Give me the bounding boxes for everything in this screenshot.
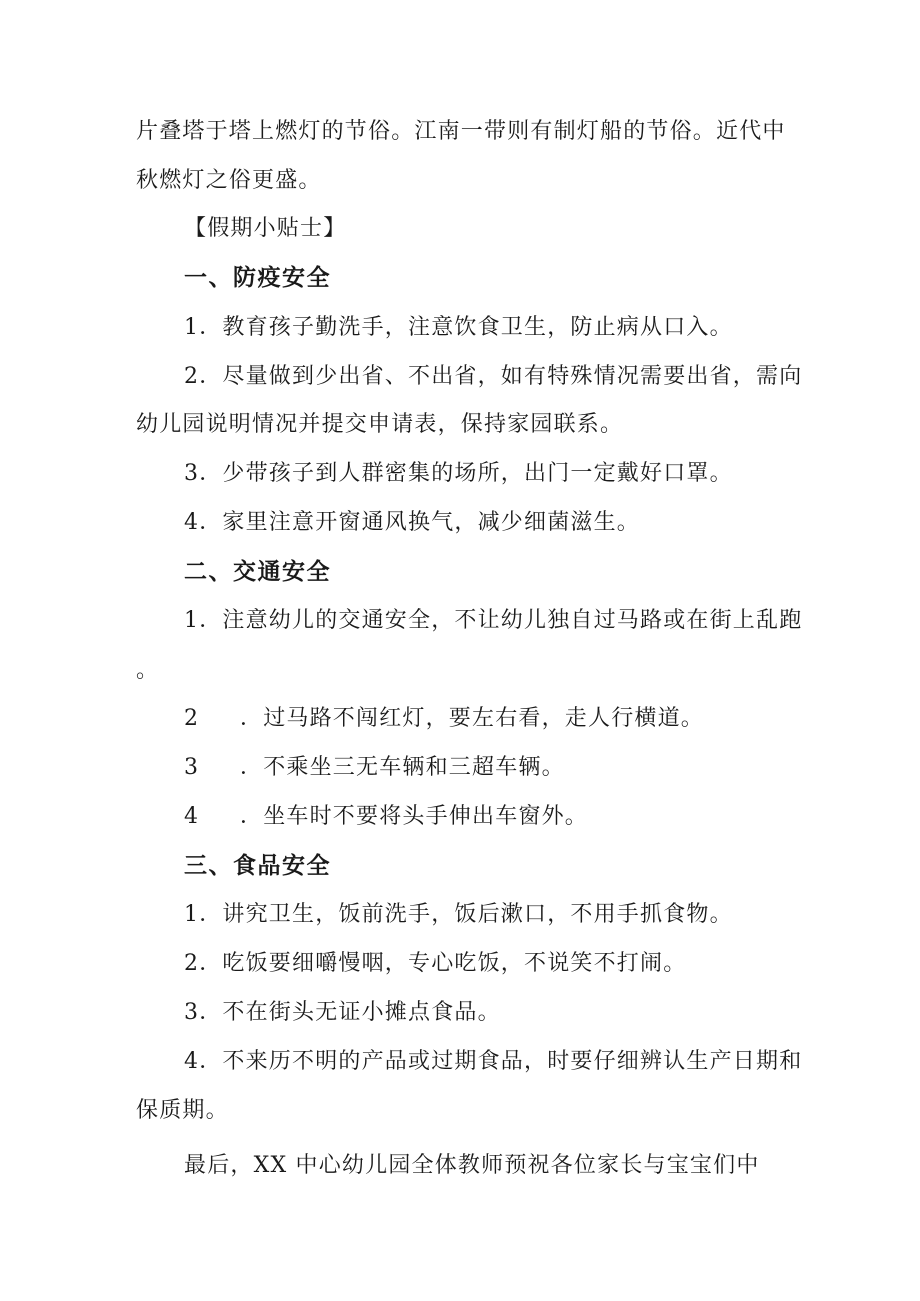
traffic-item-1-line-2: 。 <box>136 658 160 683</box>
intro-line-1: 片叠塔于塔上燃灯的节俗。江南一带则有制灯船的节俗。近代中 <box>136 119 786 144</box>
food-item-3: 3．不在街头无证小摊点食品。 <box>184 1000 501 1025</box>
traffic-item-2 <box>184 704 704 734</box>
epidemic-item-2-line-1: 2．尽量做到少出省、不出省，如有特殊情况需要出省，需向 <box>184 364 803 389</box>
traffic-item-4-number: 4 <box>184 804 200 829</box>
tips-title: 【假期小贴士】 <box>184 216 347 241</box>
food-item-2: 2．吃饭要细嚼慢咽，专心吃饭，不说笑不打闹。 <box>184 951 687 976</box>
traffic-item-2-number: 2 <box>184 706 200 731</box>
traffic-item-3-number: 3 <box>184 755 200 780</box>
food-item-4-line-2: 保质期。 <box>136 1098 229 1123</box>
traffic-item-4 <box>184 802 588 832</box>
traffic-item-2-text: ．过马路不闯红灯，要左右看，走人行横道。 <box>240 706 705 731</box>
epidemic-item-4: 4．家里注意开窗通风换气，减少细菌滋生。 <box>184 510 640 535</box>
food-item-1: 1．讲究卫生，饭前洗手，饭后漱口，不用手抓食物。 <box>184 902 733 927</box>
food-item-4-line-1: 4．不来历不明的产品或过期食品，时要仔细辨认生产日期和 <box>184 1049 803 1074</box>
intro-line-2: 秋燃灯之俗更盛。 <box>136 168 322 193</box>
traffic-item-1-line-1: 1．注意幼儿的交通安全，不让幼儿独自过马路或在街上乱跑 <box>184 608 803 633</box>
section-heading-epidemic: 一、防疫安全 <box>184 265 331 291</box>
section-heading-traffic: 二、交通安全 <box>184 559 331 585</box>
epidemic-item-1: 1．教育孩子勤洗手，注意饮食卫生，防止病从口入。 <box>184 315 733 340</box>
traffic-item-3-text: ．不乘坐三无车辆和三超车辆。 <box>240 755 565 780</box>
traffic-item-3 <box>184 753 565 783</box>
traffic-item-4-text: ．坐车时不要将头手伸出车窗外。 <box>240 804 589 829</box>
epidemic-item-3: 3．少带孩子到人群密集的场所，出门一定戴好口罩。 <box>184 461 733 486</box>
section-heading-food: 三、食品安全 <box>184 853 331 879</box>
closing-line: 最后，XX 中心幼儿园全体教师预祝各位家长与宝宝们中 <box>184 1153 760 1178</box>
epidemic-item-2-line-2: 幼儿园说明情况并提交申请表，保持家园联系。 <box>136 412 624 437</box>
